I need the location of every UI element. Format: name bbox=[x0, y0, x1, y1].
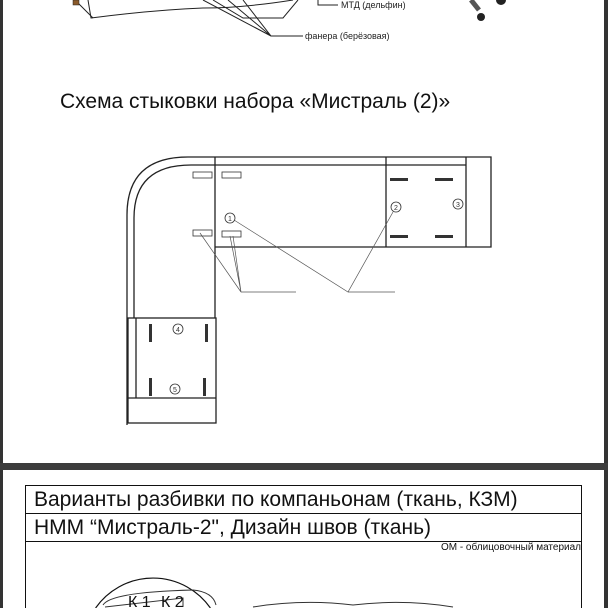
bottom-section bbox=[0, 470, 608, 608]
callout-2: 2 bbox=[394, 205, 398, 212]
mtd-leader bbox=[318, 0, 338, 5]
seam-drawing bbox=[3, 470, 607, 608]
connector-brackets bbox=[193, 172, 241, 237]
plywood-outline bbox=[88, 0, 293, 18]
legend-note: ОМ - облицовочный материал bbox=[440, 542, 581, 553]
callout-4: 4 bbox=[176, 327, 180, 334]
top-drawing bbox=[3, 0, 607, 463]
leader-lines bbox=[200, 212, 395, 292]
callout-circles bbox=[170, 199, 463, 394]
plywood-label: фанера (берёзовая) bbox=[305, 31, 390, 41]
caster-icon bbox=[471, 0, 506, 21]
page-title: Схема стыковки набора «Мистраль (2)» bbox=[60, 90, 451, 113]
callout-1: 1 bbox=[228, 216, 232, 223]
mtd-label: МТД (дельфин) bbox=[341, 0, 406, 10]
table-row-2: НММ “Мистраль-2", Дизайн швов (ткань) bbox=[26, 514, 581, 542]
callout-3: 3 bbox=[456, 202, 460, 209]
mark-k1: К 1 bbox=[128, 594, 151, 608]
callout-5: 5 bbox=[173, 387, 177, 394]
section-divider bbox=[0, 463, 608, 470]
table-row-1: Варианты разбивки по компаньонам (ткань, КЗМ) bbox=[26, 486, 581, 514]
mark-k2: К 2 bbox=[161, 594, 184, 608]
screws bbox=[149, 178, 453, 396]
docking-diagram bbox=[127, 157, 491, 425]
